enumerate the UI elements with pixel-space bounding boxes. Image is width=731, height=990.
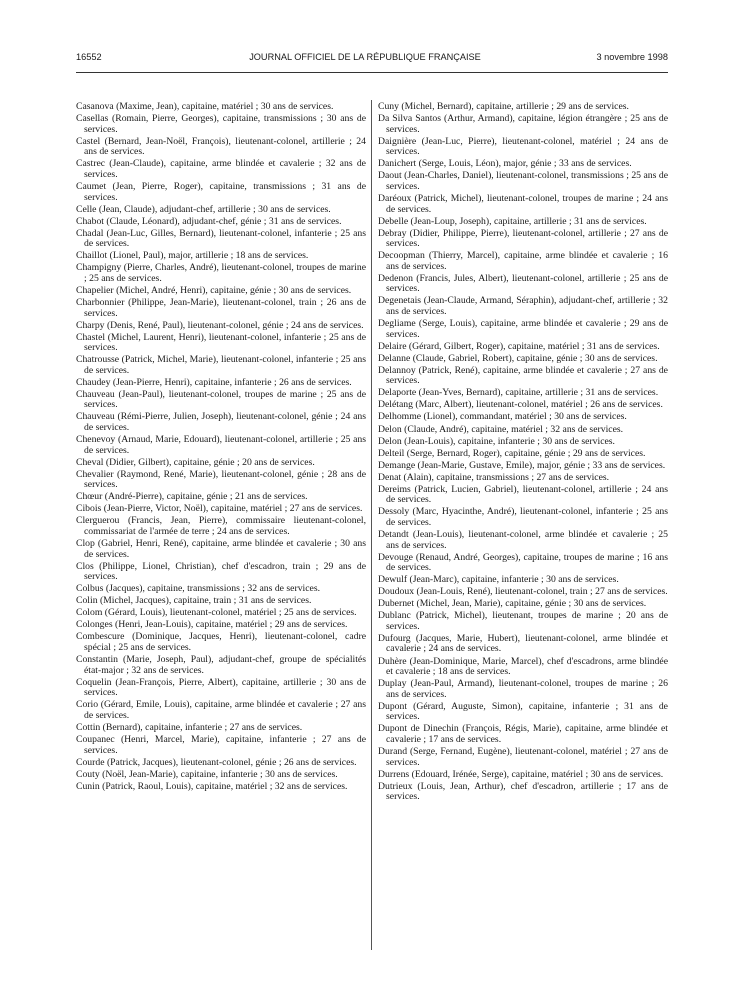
list-entry: Chaillot (Lionel, Paul), major, artillerie ; 18 ans de services. (76, 250, 309, 262)
list-entry: Chabot (Claude, Léonard), adjudant-chef, génie ; 31 ans de services. (76, 215, 342, 227)
list-entry: Colbus (Jacques), capitaine, transmissions ; 32 ans de services. (76, 583, 321, 595)
list-entry: Dufourg (Jacques, Marie, Hubert), lieutenant-colonel, arme blindée et cavalerie ; 24 ans de services. (378, 632, 668, 655)
list-entry: Colin (Michel, Jacques), capitaine, train ; 31 ans de services. (76, 595, 312, 607)
list-entry: Chadal (Jean-Luc, Gilles, Bernard), lieutenant-colonel, infanterie ; 25 ans de services. (76, 227, 366, 250)
list-entry: Dedenon (Francis, Jules, Albert), lieutenant-colonel, artillerie ; 25 ans de services. (378, 272, 668, 295)
list-entry: Durrens (Edouard, Irénée, Serge), capitaine, matériel ; 30 ans de services. (378, 768, 664, 780)
list-entry: Degliame (Serge, Louis), capitaine, arme blindée et cavalerie ; 29 ans de services. (378, 318, 668, 340)
list-entry: Delanne (Claude, Gabriel, Robert), capitaine, génie ; 30 ans de services. (378, 352, 658, 364)
list-entry: Clos (Philippe, Lionel, Christian), chef d'escadron, train ; 29 ans de services. (76, 560, 366, 583)
list-entry: Cuny (Michel, Bernard), capitaine, artillerie ; 29 ans de services. (378, 101, 629, 112)
list-entry: Casanova (Maxime, Jean), capitaine, matériel ; 30 ans de services. (76, 101, 334, 112)
list-entry: Delannoy (Patrick, René), capitaine, arme blindée et cavalerie ; 27 ans de services. (378, 364, 668, 387)
header-rule (76, 72, 668, 73)
list-entry: Chauveau (Jean-Paul), lieutenant-colonel, troupes de marine ; 25 ans de services. (76, 388, 366, 411)
list-entry: Chaudey (Jean-Pierre, Henri), capitaine, infanterie ; 26 ans de services. (76, 376, 352, 388)
list-entry: Delon (Jean-Louis), capitaine, infanterie ; 30 ans de services. (378, 435, 615, 447)
page-header (62, 52, 668, 68)
list-entry: Coupanec (Henri, Marcel, Marie), capitaine, infanterie ; 27 ans de services. (76, 733, 366, 756)
right-column (378, 102, 668, 804)
list-entry: Corio (Gérard, Emile, Louis), capitaine, arme blindée et cavalerie ; 27 ans de services. (76, 699, 366, 721)
list-entry: Duplay (Jean-Paul, Armand), lieutenant-colonel, troupes de marine ; 26 ans de services. (378, 678, 668, 700)
list-entry: Daréoux (Patrick, Michel), lieutenant-colonel, troupes de marine ; 24 ans de services. (378, 192, 668, 215)
list-entry: Charpy (Denis, René, Paul), lieutenant-colonel, génie ; 24 ans de services. (76, 319, 364, 331)
list-entry: Chauveau (Rémi-Pierre, Julien, Joseph), lieutenant-colonel, génie ; 24 ans de services. (76, 411, 366, 434)
list-entry: Castrec (Jean-Claude), capitaine, arme blindée et cavalerie ; 32 ans de services. (76, 158, 366, 180)
issue-date: 3 novembre 1998 (596, 52, 668, 62)
list-entry: Daout (Jean-Charles, Daniel), lieutenant-colonel, transmissions ; 25 ans de services. (378, 170, 668, 192)
list-entry: Dupont de Dinechin (François, Régis, Marie), capitaine, arme blindée et cavalerie ; 17 ans de services. (378, 723, 668, 745)
left-column (76, 102, 366, 794)
list-entry: Cunin (Patrick, Raoul, Louis), capitaine, matériel ; 32 ans de services. (76, 780, 348, 792)
list-entry: Delétang (Marc, Albert), lieutenant-colonel, matériel ; 26 ans de services. (378, 399, 663, 411)
list-entry: Detandt (Jean-Louis), lieutenant-colonel, arme blindée et cavalerie ; 25 ans de services. (378, 528, 668, 551)
list-entry: Cottin (Bernard), capitaine, infanterie ; 27 ans de services. (76, 721, 303, 733)
list-entry: Dublanc (Patrick, Michel), lieutenant, troupes de marine ; 20 ans de services. (378, 610, 668, 632)
list-entry: Clop (Gabriel, Henri, René), capitaine, arme blindée et cavalerie ; 30 ans de services. (76, 538, 366, 560)
list-entry: Combescure (Dominique, Jacques, Henri), lieutenant-colonel, cadre spécial ; 25 ans de services. (76, 631, 366, 654)
list-entry: Dubernet (Michel, Jean, Marie), capitaine, génie ; 30 ans de services. (378, 598, 647, 610)
list-entry: Colonges (Henri, Jean-Louis), capitaine, matériel ; 29 ans de services. (76, 619, 348, 631)
list-entry: Durand (Serge, Fernand, Eugène), lieutenant-colonel, matériel ; 27 ans de services. (378, 746, 668, 768)
column-divider (371, 100, 372, 950)
list-entry: Dupont (Gérard, Auguste, Simon), capitaine, infanterie ; 31 ans de services. (378, 700, 668, 723)
list-entry: Denat (Alain), capitaine, transmissions ; 27 ans de services. (378, 471, 610, 483)
list-entry: Degenetais (Jean-Claude, Armand, Séraphin), adjudant-chef, artillerie ; 32 ans de services. (378, 295, 668, 318)
list-entry: Castel (Bernard, Jean-Noël, François), lieutenant-colonel, artillerie ; 24 ans de services. (76, 135, 366, 158)
list-entry: Delhomme (Lionel), commandant, matériel ; 30 ans de services. (378, 411, 627, 423)
list-entry: Danichert (Serge, Louis, Léon), major, génie ; 33 ans de services. (378, 158, 632, 170)
list-entry: Couty (Noël, Jean-Marie), capitaine, infanterie ; 30 ans de services. (76, 768, 338, 780)
list-entry: Dutrieux (Louis, Jean, Arthur), chef d'escadron, artillerie ; 17 ans de services. (378, 780, 668, 803)
list-entry: Courde (Patrick, Jacques), lieutenant-colonel, génie ; 26 ans de services. (76, 756, 357, 768)
list-entry: Cibois (Jean-Pierre, Victor, Noël), capitaine, matériel ; 27 ans de services. (76, 503, 363, 515)
list-entry: Delaporte (Jean-Yves, Bernard), capitaine, artillerie ; 31 ans de services. (378, 387, 659, 399)
list-entry: Coquelin (Jean-François, Pierre, Albert), capitaine, artillerie ; 30 ans de services. (76, 676, 366, 699)
list-entry: Daignière (Jean-Luc, Pierre), lieutenant-colonel, matériel ; 24 ans de services. (378, 135, 668, 158)
list-entry: Chastel (Michel, Laurent, Henri), lieutenant-colonel, infanterie ; 25 ans de services. (76, 331, 366, 354)
list-entry: Debelle (Jean-Loup, Joseph), capitaine, artillerie ; 31 ans de services. (378, 215, 647, 227)
journal-title: JOURNAL OFFICIEL DE LA RÉPUBLIQUE FRANÇAISE (249, 52, 481, 62)
list-entry: Doudoux (Jean-Louis, René), lieutenant-colonel, train ; 27 ans de services. (378, 586, 668, 598)
list-entry: Chapelier (Michel, André, Henri), capitaine, génie ; 30 ans de services. (76, 284, 352, 296)
list-entry: Casellas (Romain, Pierre, Georges), capitaine, transmissions ; 30 ans de services. (76, 113, 366, 135)
list-entry: Cheval (Didier, Gilbert), capitaine, génie ; 20 ans de services. (76, 456, 315, 468)
list-entry: Decoopman (Thierry, Marcel), capitaine, arme blindée et cavalerie ; 16 ans de services. (378, 250, 668, 272)
list-entry: Delteil (Serge, Bernard, Roger), capitaine, génie ; 29 ans de services. (378, 447, 646, 459)
list-entry: Delon (Claude, André), capitaine, matériel ; 32 ans de services. (378, 423, 624, 435)
list-entry: Celle (Jean, Claude), adjudant-chef, artillerie ; 30 ans de services. (76, 203, 331, 215)
list-entry: Debray (Didier, Philippe, Pierre), lieutenant-colonel, artillerie ; 27 ans de services. (378, 227, 668, 250)
list-entry: Duhère (Jean-Dominique, Marie, Marcel), chef d'escadrons, arme blindée et cavalerie ; 18 ans de services. (378, 655, 668, 678)
list-entry: Dereims (Patrick, Lucien, Gabriel), lieutenant-colonel, artillerie ; 24 ans de services. (378, 483, 668, 506)
list-entry: Dessoly (Marc, Hyacinthe, André), lieutenant-colonel, infanterie ; 25 ans de services. (378, 506, 668, 528)
list-entry: Clerguerou (Francis, Jean, Pierre), commissaire lieutenant-colonel, commissariat de l'armée de terre ; 24 ans de services. (76, 515, 366, 538)
page-number: 16552 (76, 52, 102, 62)
list-entry: Caumet (Jean, Pierre, Roger), capitaine, transmissions ; 31 ans de services. (76, 180, 366, 203)
list-entry: Chenevoy (Arnaud, Marie, Edouard), lieutenant-colonel, artillerie ; 25 ans de services. (76, 434, 366, 456)
list-entry: Constantin (Marie, Joseph, Paul), adjudant-chef, groupe de spécialités état-major ; 32 ans de services. (76, 654, 366, 676)
list-entry: Da Silva Santos (Arthur, Armand), capitaine, légion étrangère ; 25 ans de services. (378, 113, 668, 135)
list-entry: Demange (Jean-Marie, Gustave, Emile), major, génie ; 33 ans de services. (378, 459, 666, 471)
list-entry: Dewulf (Jean-Marc), capitaine, infanterie ; 30 ans de services. (378, 574, 619, 586)
list-entry: Charbonnier (Philippe, Jean-Marie), lieutenant-colonel, train ; 26 ans de services. (76, 296, 366, 319)
list-entry: Chatrousse (Patrick, Michel, Marie), lieutenant-colonel, infanterie ; 25 ans de services. (76, 354, 366, 376)
list-entry: Devouge (Renaud, André, Georges), capitaine, troupes de marine ; 16 ans de services. (378, 551, 668, 574)
list-entry: Champigny (Pierre, Charles, André), lieutenant-colonel, troupes de marine ; 25 ans de services. (76, 262, 366, 284)
list-entry: Colom (Gérard, Louis), lieutenant-colonel, matériel ; 25 ans de services. (76, 607, 357, 619)
list-entry: Delaire (Gérard, Gilbert, Roger), capitaine, matériel ; 31 ans de services. (378, 340, 660, 352)
list-entry: Chevalier (Raymond, René, Marie), lieutenant-colonel, génie ; 28 ans de services. (76, 468, 366, 491)
list-entry: Chœur (André-Pierre), capitaine, génie ; 21 ans de services. (76, 491, 308, 503)
